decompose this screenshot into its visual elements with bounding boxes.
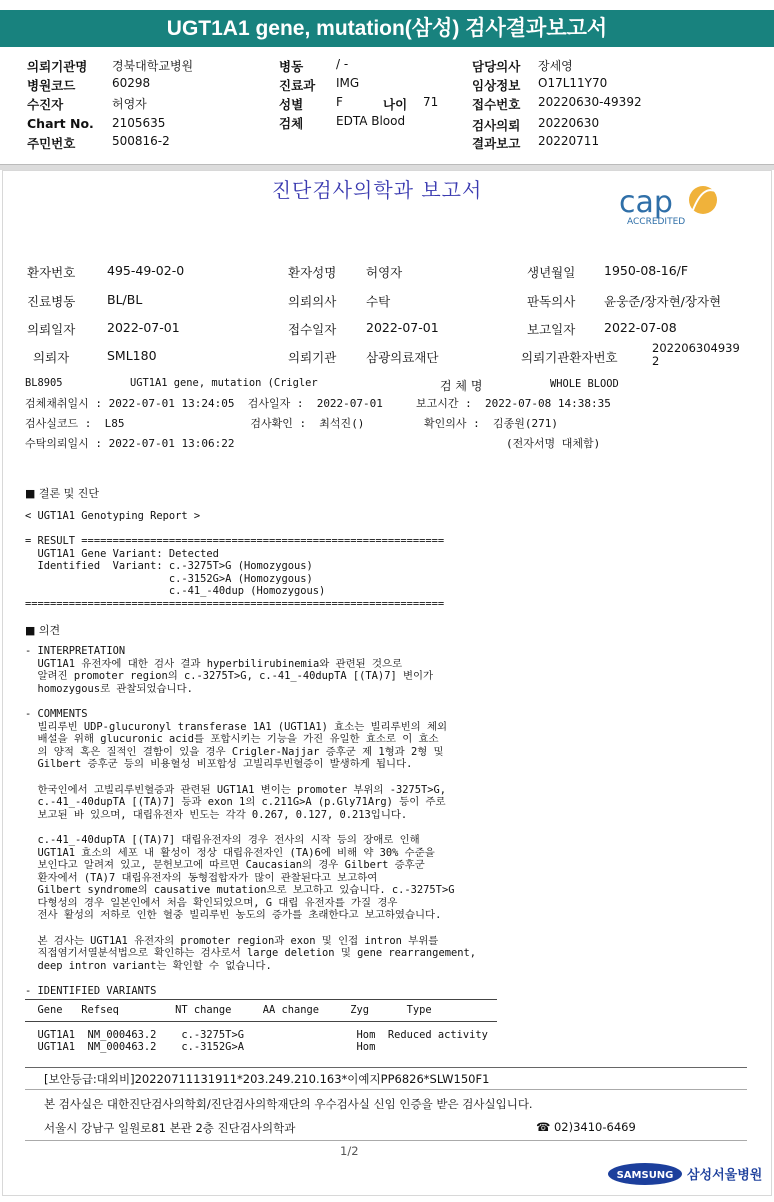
svg-text:삼성서울병원: 삼성서울병원 bbox=[687, 1168, 763, 1183]
patient-field-label: 의뢰자 bbox=[33, 350, 70, 365]
patient-field-label: 생년월일 bbox=[527, 265, 576, 280]
header-value: 20220630-49392 bbox=[538, 95, 642, 109]
patient-field-value: SML180 bbox=[107, 348, 157, 363]
test-info-line: 검사실코드 : L85 검사확인 : 최석진() 확인의사 : 김종원(271) bbox=[25, 417, 559, 430]
test-info-line: 검체채취일시 : 2022-07-01 13:24:05 검사일자 : 2022-07-01 보고시간 : 2022-07-08 14:38:35 bbox=[25, 397, 611, 410]
report-title: UGT1A1 gene, mutation(삼성) 검사결과보고서 bbox=[0, 10, 774, 47]
variant-row: UGT1A1 NM_000463.2 c.-3275T>G Hom Reduced activity bbox=[25, 1029, 488, 1041]
header-value: EDTA Blood bbox=[336, 114, 406, 128]
certification-text: 본 검사실은 대한진단검사의학회/진단검사의학재단의 우수검사실 신임 인증을 받은 검사실입니다. bbox=[44, 1097, 533, 1111]
age-value: 71 bbox=[423, 95, 439, 109]
security-line: [보안등급:대외비]20220711131911*203.249.210.163*이예지PP6826*SLW150F1 bbox=[44, 1072, 490, 1086]
header-label: 검사의뢰 bbox=[472, 118, 521, 133]
header-label: 의뢰기관명 bbox=[27, 59, 88, 74]
header-label: 병원코드 bbox=[27, 78, 76, 93]
header-value: 허영자 bbox=[112, 97, 147, 111]
header-value: / - bbox=[336, 57, 349, 71]
svg-text:SAMSUNG: SAMSUNG bbox=[616, 1170, 674, 1181]
patient-field-label: 접수일자 bbox=[288, 322, 337, 337]
header-value: 경북대학교병원 bbox=[112, 59, 194, 73]
opinion-heading: ■ 의견 bbox=[25, 624, 61, 637]
patient-field-value: 윤웅준/장자현/장자현 bbox=[604, 294, 722, 309]
svg-text:ACCREDITED: ACCREDITED bbox=[627, 217, 686, 227]
patient-field-label: 환자번호 bbox=[27, 265, 76, 280]
svg-text:cap: cap bbox=[619, 185, 673, 220]
header-label: 검체 bbox=[279, 116, 304, 131]
page-number: 1/2 bbox=[340, 1144, 359, 1158]
divider bbox=[25, 1021, 497, 1022]
lab-address: 서울시 강남구 일원로81 본관 2층 진단검사의학과 bbox=[44, 1121, 296, 1135]
patient-field-label: 보고일자 bbox=[527, 322, 576, 337]
patient-field-label: 환자성명 bbox=[288, 265, 337, 280]
header-label: 결과보고 bbox=[472, 136, 521, 151]
conclusion-heading: ■ 결론 및 진단 bbox=[25, 487, 100, 500]
patient-field-value: 삼광의료재단 bbox=[366, 350, 439, 365]
patient-field-label: 진료병동 bbox=[27, 294, 76, 309]
interpretation-comments: - INTERPRETATION UGT1A1 유전자에 대한 검사 결과 hyperbilirubinemia와 관련된 것으로 알려진 promoter region의 c.-3275T>G, c.-41_-40dupTA [(TA)7] 변이가 homozygous로 관찰되었습니다. - COMMENTS 빌리루빈 UDP-glucuronyl transferase 1A1 (UGT1A1) 효소는 빌리루빈의 체외 배설을 위해 glucuronic acid를 포합시키는 기능을 가진 유일한 효소로 이 효소 의 양적 혹은 질적인 결함이 있을 경우 Crigler-Najjar 증후군 제 1형과 2형 및 Gilbert 증후군 등의 비용혈성 비포합성 고빌리루빈혈증이 발생하게 됩니다. 한국인에서 고빌리루빈혈증과 관련된 UGT1A1 변이는 promoter 부위의 -3275T>G, c.-41_-40dupTA [(TA)7] 등과 exon 1의 c.211G>A (p.Gly71Arg) 등이 주로 보고된 바 있으며, 대립유전자 빈도는 각각 0.267, 0.127, 0.213입니다. c.-41_-40dupTA [(TA)7] 대립유전자의 경우 전사의 시작 등의 장애로 인해 UGT1A1 효소의 세포 내 활성이 정상 대립유전자인 (TA)6에 비해 약 30% 수준을 보인다고 알려져 있고, 문헌보고에 따르면 Caucasian의 경우 Gilbert 증후군 환자에서 (TA)7 대립유전자의 동형접합자가 많이 관찰된다고 보고하여 Gilbert syndrome의 causative mutation으로 보고하고 있습니다. c.-3275T>G 다형성의 경우 일본인에서 처음 확인되었으며, G 대립 유전자를 가질 경우 전사 활성의 저하로 인한 혈중 빌리루빈 농도의 증가를 초래한다고 보고하였습니다. 본 검사는 UGT1A1 유전자의 promoter region과 exon 및 인접 intron 부위를 직접염기서열분석법으로 확인하는 검사로서 large deletion 및 gene rearrangement, deep intron variant는 확인할 수 없습니다. - IDENTIFIED VARIANTS bbox=[25, 645, 476, 998]
patient-field-label: 의뢰일자 bbox=[27, 322, 76, 337]
samsung-hospital-logo bbox=[607, 1160, 767, 1188]
genotyping-title: < UGT1A1 Genotyping Report > bbox=[25, 510, 201, 522]
cap-accredited-logo bbox=[617, 180, 727, 228]
header-value: 2105635 bbox=[112, 116, 166, 130]
header-label: 성별 bbox=[279, 97, 304, 112]
patient-field-label: 의뢰기관환자번호 bbox=[521, 350, 618, 365]
patient-field-label: 의뢰기관 bbox=[288, 350, 337, 365]
age-label: 나이 bbox=[383, 97, 408, 112]
header-value: 60298 bbox=[112, 76, 151, 90]
specimen-name: WHOLE BLOOD bbox=[550, 378, 619, 390]
header-value: 500816-2 bbox=[112, 134, 170, 148]
patient-field-value: 2022-07-01 bbox=[107, 320, 180, 335]
patient-field-label: 의뢰의사 bbox=[288, 294, 337, 309]
patient-field-value: 허영자 bbox=[366, 265, 403, 280]
divider bbox=[25, 999, 497, 1000]
divider bbox=[25, 1089, 747, 1090]
header-value: O17L11Y70 bbox=[538, 76, 608, 90]
patient-field-value: 495-49-02-0 bbox=[107, 263, 185, 278]
divider bbox=[25, 1067, 747, 1068]
test-code: BL8905 bbox=[25, 377, 63, 389]
patient-field-value: 2022-07-08 bbox=[604, 320, 677, 335]
variant-row: UGT1A1 NM_000463.2 c.-3152G>A Hom bbox=[25, 1041, 376, 1053]
header-value: 장세영 bbox=[538, 59, 573, 73]
header-label: 임상정보 bbox=[472, 78, 521, 93]
result-block: = RESULT ========================================================== UGT1A1 Gene Variant: Detected Identified Variant: c.-3275T>G (Homozygous) c.-3152G>A (Homozygous) c.-41_-40dup (Homozygous) =================================================================== bbox=[25, 535, 445, 610]
header-value: 20220630 bbox=[538, 116, 600, 130]
patient-field-value: 2022-07-01 bbox=[366, 320, 439, 335]
header-value: 20220711 bbox=[538, 134, 600, 148]
test-name: UGT1A1 gene, mutation (Crigler bbox=[130, 377, 318, 389]
specimen-label: 검 체 명 bbox=[440, 379, 483, 393]
patient-field-value: 수탁 bbox=[366, 294, 391, 309]
patient-field-label: 판독의사 bbox=[527, 294, 576, 309]
header-label: 병동 bbox=[279, 59, 304, 74]
header-label: Chart No. bbox=[27, 116, 94, 131]
header-label: 담당의사 bbox=[472, 59, 521, 74]
header-label: 수진자 bbox=[27, 97, 64, 112]
lab-phone: ☎ 02)3410-6469 bbox=[536, 1120, 636, 1134]
lab-report-title: 진단검사의학과 보고서 bbox=[271, 178, 483, 202]
header-label: 주민번호 bbox=[27, 136, 76, 151]
header-label: 접수번호 bbox=[472, 97, 521, 112]
variants-header: Gene Refseq NT change AA change Zyg Type bbox=[25, 1004, 432, 1016]
header-value: F bbox=[336, 95, 343, 109]
header-label: 진료과 bbox=[279, 78, 316, 93]
patient-field-value: 202206304939 2 bbox=[652, 341, 740, 368]
divider bbox=[25, 1140, 747, 1141]
header-value: IMG bbox=[336, 76, 360, 90]
patient-field-value: BL/BL bbox=[107, 292, 143, 307]
test-info-line: 수탁의뢰일시 : 2022-07-01 13:06:22 (전자서명 대체함) bbox=[25, 437, 601, 450]
patient-field-value: 1950-08-16/F bbox=[604, 263, 689, 278]
